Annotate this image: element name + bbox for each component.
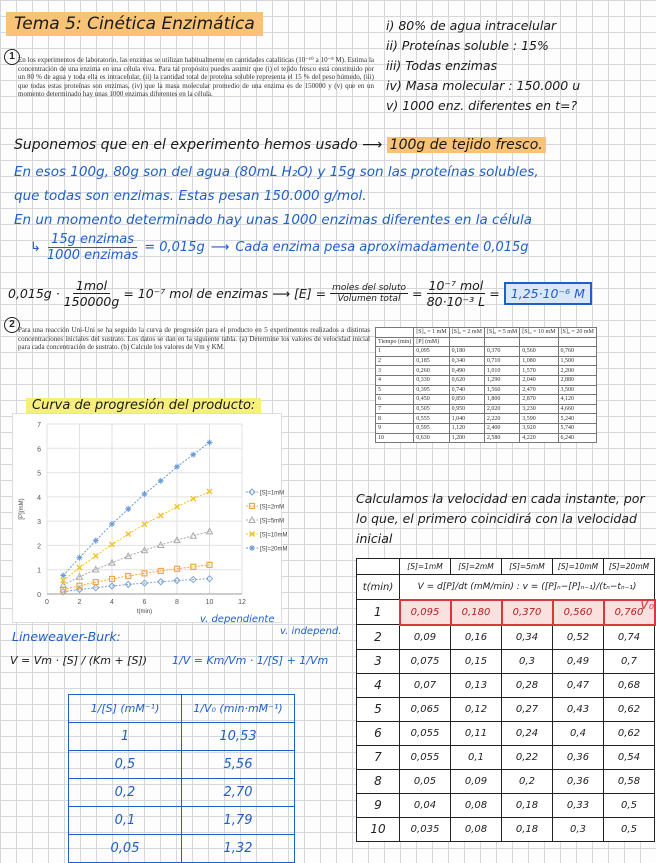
table-cell: 0,630 [414, 433, 449, 443]
rate-value-cell: 0,08 [451, 793, 502, 817]
calc-equals: = [412, 286, 423, 301]
rate-row [357, 625, 655, 650]
page-title: Tema 5: Cinética Enzimática [6, 12, 263, 36]
rate-value-cell: 0,58 [604, 769, 655, 793]
table-cell [376, 328, 414, 338]
solution-blue-text [14, 160, 654, 232]
table-cell: 0,330 [414, 375, 449, 385]
table-cell: 4 [376, 375, 414, 385]
solution-line-2: que todas son enzimas. Estas pesan 150.000 g/mol. [14, 188, 367, 204]
rate-value-cell: 0,3 [553, 817, 604, 841]
x-axis-label: t(min) [136, 609, 153, 615]
table-cell: 1 [376, 347, 414, 357]
table-row [376, 347, 597, 357]
table-cell: 0,740 [449, 385, 484, 395]
rate-value-cell: 0,49 [553, 649, 604, 673]
table-cell: 6,240 [558, 433, 596, 443]
table-cell: 0,340 [449, 356, 484, 366]
table-cell: [S]₀ = 1 mM [414, 328, 449, 338]
table-header-row [376, 328, 597, 338]
table-cell: [S]₀ = 20 mM [558, 328, 596, 338]
note-iii: iii) Todas enzimas [386, 58, 498, 73]
table-cell: 0,490 [449, 366, 484, 376]
table-cell: 2,870 [520, 395, 558, 405]
rate-value-cell: 0,13 [451, 673, 502, 697]
table-cell: 1,500 [558, 356, 596, 366]
table-cell [484, 337, 519, 347]
rate-value-cell: 0,09 [451, 769, 502, 793]
legend-label: [S]=2mM [260, 504, 285, 511]
rate-value-cell: 0,47 [553, 673, 604, 697]
table-row [376, 404, 597, 414]
table-cell: 5 [376, 385, 414, 395]
rate-value-cell: 0,52 [553, 625, 604, 650]
return-arrow-icon: ↳ [30, 240, 41, 255]
rate-value-cell: 0,095 [400, 600, 451, 625]
lb-equation: 1/V = Km/Vm · 1/[S] + 1/Vm [172, 654, 329, 667]
table-cell: 4,660 [558, 404, 596, 414]
table-cell: 2,400 [484, 423, 519, 433]
table-cell: 0,370 [484, 347, 519, 357]
rate-note: Calculamos la velocidad en cada instante, por lo que, el primero coincidirá con la velocidad inicial [356, 491, 645, 546]
table-cell: 4,120 [558, 395, 596, 405]
data-point [158, 513, 163, 518]
y-tick-label: 1 [37, 567, 41, 575]
x-tick-label: 4 [110, 599, 114, 606]
lb-cell: 1,79 [182, 807, 295, 835]
table-cell: 2,880 [558, 375, 596, 385]
rate-value-cell: 0,68 [604, 673, 655, 697]
rate-time-cell: 8 [357, 769, 400, 793]
rate-value-cell: 0,28 [502, 673, 553, 697]
rate-row [357, 721, 655, 745]
table-cell: 1,120 [449, 423, 484, 433]
table-cell: 1,800 [484, 395, 519, 405]
table-cell: Tiempo (min) [376, 337, 414, 347]
table-cell: 0,760 [558, 347, 596, 357]
rate-value-cell: 0,560 [553, 600, 604, 625]
rate-time-cell: 9 [357, 793, 400, 817]
y-tick-label: 6 [37, 446, 41, 454]
rate-value-cell: 0,74 [604, 625, 655, 650]
assumption-line: Suponemos que en el experimento hemos usado ⟶ 100g de tejido fresco. [14, 137, 546, 153]
table-cell: 6 [376, 395, 414, 405]
y-axis-label: [P](mM) [19, 498, 25, 520]
rate-value-cell: 0,04 [400, 793, 451, 817]
table-cell: 1,010 [484, 366, 519, 376]
lb-header-row [69, 695, 295, 723]
y-tick-label: 2 [37, 543, 41, 551]
rate-value-cell: 0,4 [553, 721, 604, 745]
rate-value-cell: 0,09 [400, 625, 451, 650]
arrow-icon: ⟶ [362, 137, 387, 153]
note-ii: ii) Proteínas soluble : 15% [386, 38, 549, 53]
table-cell: 1,080 [520, 356, 558, 366]
table-cell: 0,185 [414, 356, 449, 366]
lb-cell: 0,2 [69, 779, 182, 807]
series-line [63, 579, 209, 592]
x-tick-label: 8 [175, 599, 179, 606]
rate-value-cell: 0,5 [604, 793, 655, 817]
note-iv: iv) Masa molecular : 150.000 u [386, 78, 581, 93]
data-point [93, 553, 98, 558]
table-cell: 2 [376, 356, 414, 366]
calc-num: 1mol [73, 278, 110, 294]
rate-value-cell: 0,62 [604, 697, 655, 721]
rate-time-cell: 2 [357, 625, 400, 650]
rate-value-cell: 0,34 [502, 625, 553, 650]
problem-1-notes [386, 16, 654, 116]
rate-row [357, 793, 655, 817]
rate-value-cell: 0,05 [400, 769, 451, 793]
series-line [63, 442, 209, 575]
table-cell: 2,220 [484, 414, 519, 424]
rate-value-cell: 0,36 [553, 745, 604, 769]
rate-header-cell [357, 559, 400, 575]
table-cell: 3 [376, 366, 414, 376]
rate-row [357, 600, 655, 625]
table-subheader-row [376, 337, 597, 347]
calc-den2: Volumen total [337, 294, 401, 304]
table-cell: 9 [376, 423, 414, 433]
calc-num3: 10⁻⁷ mol [428, 278, 484, 293]
rate-value-cell: 0,54 [604, 745, 655, 769]
data-point [249, 545, 255, 551]
table-cell: 2,470 [520, 385, 558, 395]
lb-header-cell: 1/[S] (mM⁻¹) [69, 695, 182, 723]
table-cell: 5,740 [558, 423, 596, 433]
table-cell: 3,230 [520, 404, 558, 414]
fraction-numerator: 15g enzimas [48, 232, 137, 248]
mm-equation: V = Vm · [S] / (Km + [S]) [10, 654, 148, 667]
rate-value-cell: 0,15 [451, 649, 502, 673]
enzyme-mass-note: Cada enzima pesa aproximadamente 0,015g [235, 240, 529, 255]
table-cell [520, 337, 558, 347]
y-tick-label: 3 [37, 519, 41, 527]
enzyme-mass-fraction [30, 232, 529, 263]
rate-value-cell: 0,055 [400, 721, 451, 745]
table-row [376, 366, 597, 376]
rate-value-cell: 0,27 [502, 697, 553, 721]
table-cell: 0,710 [484, 356, 519, 366]
problem-2-statement: Para una reacción Uni-Uni se ha seguido la curva de progresión para el producto en 5 experimentos realizados a distintas concentraciones iniciales del sustrato. Los datos se dan en la siguiente tabla. (a) Determine los valores de velocidad inicial para cada concentración de sustrato. (b) Calcule los valores de Vm y KM. [18, 326, 370, 352]
rate-header-cell: [S]=1mM [400, 559, 451, 575]
lb-cell: 5,56 [182, 751, 295, 779]
rate-value-cell: 0,24 [502, 721, 553, 745]
rate-row [357, 745, 655, 769]
lb-cell: 0,5 [69, 751, 182, 779]
rate-value-cell: 0,18 [502, 793, 553, 817]
rate-value-cell: 0,62 [604, 721, 655, 745]
calc-den: 150000g [63, 294, 120, 309]
series-line [63, 565, 209, 590]
rate-time-cell: 7 [357, 745, 400, 769]
rate-value-cell: 0,2 [502, 769, 553, 793]
result-box: 1,25·10⁻⁶ M [504, 282, 592, 305]
table-cell: 0,505 [414, 404, 449, 414]
rate-row [357, 769, 655, 793]
table-cell: 0,620 [449, 375, 484, 385]
rate-time-header: t(min) [357, 575, 400, 600]
table-cell: [S]₀ = 10 mM [520, 328, 558, 338]
rate-value-cell: 0,075 [400, 649, 451, 673]
lb-cell: 10,53 [182, 723, 295, 751]
x-tick-label: 0 [45, 599, 49, 606]
lb-header-cell: 1/V₀ (min·mM⁻¹) [182, 695, 295, 723]
lb-cell: 1,32 [182, 835, 295, 863]
rate-time-cell: 3 [357, 649, 400, 673]
table-cell: 1,040 [449, 414, 484, 424]
calc-den3: 80·10⁻³ L [426, 294, 486, 309]
lb-cell: 0,1 [69, 807, 182, 835]
rate-value-cell: 0,180 [451, 600, 502, 625]
lb-indep-label: v. independ. [280, 626, 342, 637]
table-row [376, 356, 597, 366]
rate-value-cell: 0,7 [604, 649, 655, 673]
legend-label: [S]=1mM [260, 490, 285, 497]
table-cell: 1,560 [484, 385, 519, 395]
lb-row [69, 751, 295, 779]
note-i: i) 80% de agua intracelular [386, 18, 557, 33]
table-cell: 0,560 [520, 347, 558, 357]
table-cell: 1,290 [484, 375, 519, 385]
lb-cell: 0,05 [69, 835, 182, 863]
table-cell: 2,200 [558, 366, 596, 376]
y-tick-label: 4 [37, 494, 41, 502]
rate-time-cell: 5 [357, 697, 400, 721]
x-tick-label: 10 [205, 599, 214, 606]
progress-chart [12, 413, 288, 623]
series-line [63, 531, 209, 585]
data-table [375, 327, 597, 443]
rate-row [357, 673, 655, 697]
rate-value-cell: 0,12 [451, 697, 502, 721]
table-cell: [P] (mM) [414, 337, 449, 347]
table-cell: 0,950 [449, 404, 484, 414]
table-row [376, 414, 597, 424]
rate-value-cell: 0,22 [502, 745, 553, 769]
assumption-highlight: 100g de tejido fresco. [387, 137, 546, 153]
rate-value-cell: 0,1 [451, 745, 502, 769]
table-cell: 3,920 [520, 423, 558, 433]
rate-value-cell: 0,035 [400, 817, 451, 841]
table-cell: 0,095 [414, 347, 449, 357]
table-cell: 0,450 [414, 395, 449, 405]
table-cell: 1,570 [520, 366, 558, 376]
table-cell: 4,220 [520, 433, 558, 443]
rate-header-cell: [S]=5mM [502, 559, 553, 575]
lb-title: Lineweaver-Burk: [12, 629, 121, 644]
rate-time-cell: 1 [357, 600, 400, 625]
rate-value-cell: 0,07 [400, 673, 451, 697]
table-cell: 0,180 [449, 347, 484, 357]
rate-time-cell: 10 [357, 817, 400, 841]
fraction-result: = 0,015g [144, 240, 205, 255]
rate-value-cell: 0,370 [502, 600, 553, 625]
note-v: v) 1000 enz. diferentes en t=? [386, 98, 578, 113]
table-cell: 0,595 [414, 423, 449, 433]
concentration-calc: 0,015g · 1mol 150000g = 10⁻⁷ mol de enzimas ⟶ [E] = moles del soluto Volumen total = 10⁻⁷ mol 80·10⁻³ L = 1,25·10⁻⁶ M [8, 278, 592, 309]
solution-line-1: En esos 100g, 80g son del agua (80mL H₂O) y 15g son las proteínas solubles, [14, 164, 539, 180]
lb-table-wrapper [68, 694, 295, 863]
table-cell: 0,260 [414, 366, 449, 376]
x-tick-label: 12 [238, 599, 246, 606]
x-tick-label: 2 [77, 599, 82, 606]
table-cell: 3,500 [558, 385, 596, 395]
rate-value-cell: 0,33 [553, 793, 604, 817]
rate-value-cell: 0,11 [451, 721, 502, 745]
rate-value-cell: 0,5 [604, 817, 655, 841]
table-row [376, 423, 597, 433]
rate-value-cell: 0,18 [502, 817, 553, 841]
rate-value-cell: 0,760 [604, 600, 655, 625]
calc-mid: = 10⁻⁷ mol de enzimas ⟶ [E] = [123, 286, 327, 301]
problem-1-statement: En los experimentos de laboratorio, las enzimas se utilizan habitualmente en cantidades catalíticas (10⁻¹⁰ a 10⁻⁸ M). Estima la concentración de una enzima en una célula viva. Para tal propósito puedes asumir que (i) el tejido fresco está constituido por un 80 % de agua y toda ella es intracelular, (ii) la cantidad total de proteína soluble representa el 15 % del peso húmedo, (iii) que todas estas proteínas son enzimas, (iv) que la masa molecular promedio de una enzima es de 150000 y (v) que en un momento determinado hay unas 1000 enzimas diferentes en la célula. [18, 56, 374, 99]
calc-num2: moles del soluto [332, 283, 407, 293]
solution-line-3: En un momento determinado hay unas 1000 enzimas diferentes en la célula [14, 212, 533, 228]
rate-table-wrapper [356, 558, 656, 842]
curve-title: Curva de progresión del producto: [26, 398, 261, 413]
table-cell: 1,200 [449, 433, 484, 443]
chart-svg [13, 414, 288, 622]
problem-2-number: 2 [4, 314, 20, 333]
x-tick-label: 6 [142, 599, 147, 606]
y-tick-label: 5 [37, 470, 41, 478]
v0-label: V₀ [640, 598, 655, 613]
data-point [207, 439, 213, 445]
table-cell: 2,580 [484, 433, 519, 443]
rate-header-cell: [S]=20mM [604, 559, 655, 575]
legend-label: [S]=5mM [260, 518, 285, 525]
table-cell: 8 [376, 414, 414, 424]
table-cell: 0,395 [414, 385, 449, 395]
legend-label: [S]=10mM [260, 532, 288, 539]
lb-row [69, 723, 295, 751]
table-row [376, 395, 597, 405]
lb-dep-label: v. dependiente [200, 614, 275, 625]
table-cell: 7 [376, 404, 414, 414]
problem-1-number: 1 [4, 46, 20, 65]
rate-time-cell: 6 [357, 721, 400, 745]
lb-row [69, 835, 295, 863]
y-tick-label: 7 [37, 422, 41, 429]
lb-cell: 1 [69, 723, 182, 751]
rate-value-cell: 0,36 [553, 769, 604, 793]
table-cell: 2,040 [520, 375, 558, 385]
rate-header-row [357, 559, 655, 575]
arrow-icon: ⟶ [210, 240, 230, 255]
rate-formula: V = d[P]/dt (mM/min) : v = ([P]ₙ−[P]ₙ₋₁)/(tₙ−tₙ₋₁) [400, 575, 655, 600]
table-cell: 2,020 [484, 404, 519, 414]
lb-row [69, 807, 295, 835]
y-tick-label: 0 [37, 592, 41, 599]
rate-row [357, 817, 655, 841]
table-cell [449, 337, 484, 347]
table-row [376, 385, 597, 395]
rate-value-cell: 0,3 [502, 649, 553, 673]
lb-row [69, 779, 295, 807]
rate-header-cell: [S]=2mM [451, 559, 502, 575]
rate-value-cell: 0,43 [553, 697, 604, 721]
table-cell: 5,240 [558, 414, 596, 424]
rate-row [357, 697, 655, 721]
table-cell: 0,555 [414, 414, 449, 424]
rate-value-cell: 0,065 [400, 697, 451, 721]
table-cell: 10 [376, 433, 414, 443]
table-cell [558, 337, 596, 347]
rate-value-cell: 0,16 [451, 625, 502, 650]
rate-time-cell: 4 [357, 673, 400, 697]
table-cell: 0,850 [449, 395, 484, 405]
table-row [376, 433, 597, 443]
table-cell: [S]₀ = 2 mM [449, 328, 484, 338]
rate-table [356, 558, 656, 842]
data-point [190, 452, 196, 458]
rate-value-cell: 0,08 [451, 817, 502, 841]
data-table-wrapper [375, 327, 597, 443]
lb-table [68, 694, 295, 863]
table-row [376, 375, 597, 385]
table-cell: [S]₀ = 5 mM [484, 328, 519, 338]
rate-value-cell: 0,055 [400, 745, 451, 769]
table-cell: 3,590 [520, 414, 558, 424]
lb-cell: 2,70 [182, 779, 295, 807]
rate-row [357, 649, 655, 673]
rate-formula-row [357, 575, 655, 600]
data-point [126, 532, 131, 537]
fraction-denominator: 1000 enzimas [46, 248, 139, 263]
legend-label: [S]=20mM [260, 546, 288, 553]
rate-header-cell: [S]=10mM [553, 559, 604, 575]
